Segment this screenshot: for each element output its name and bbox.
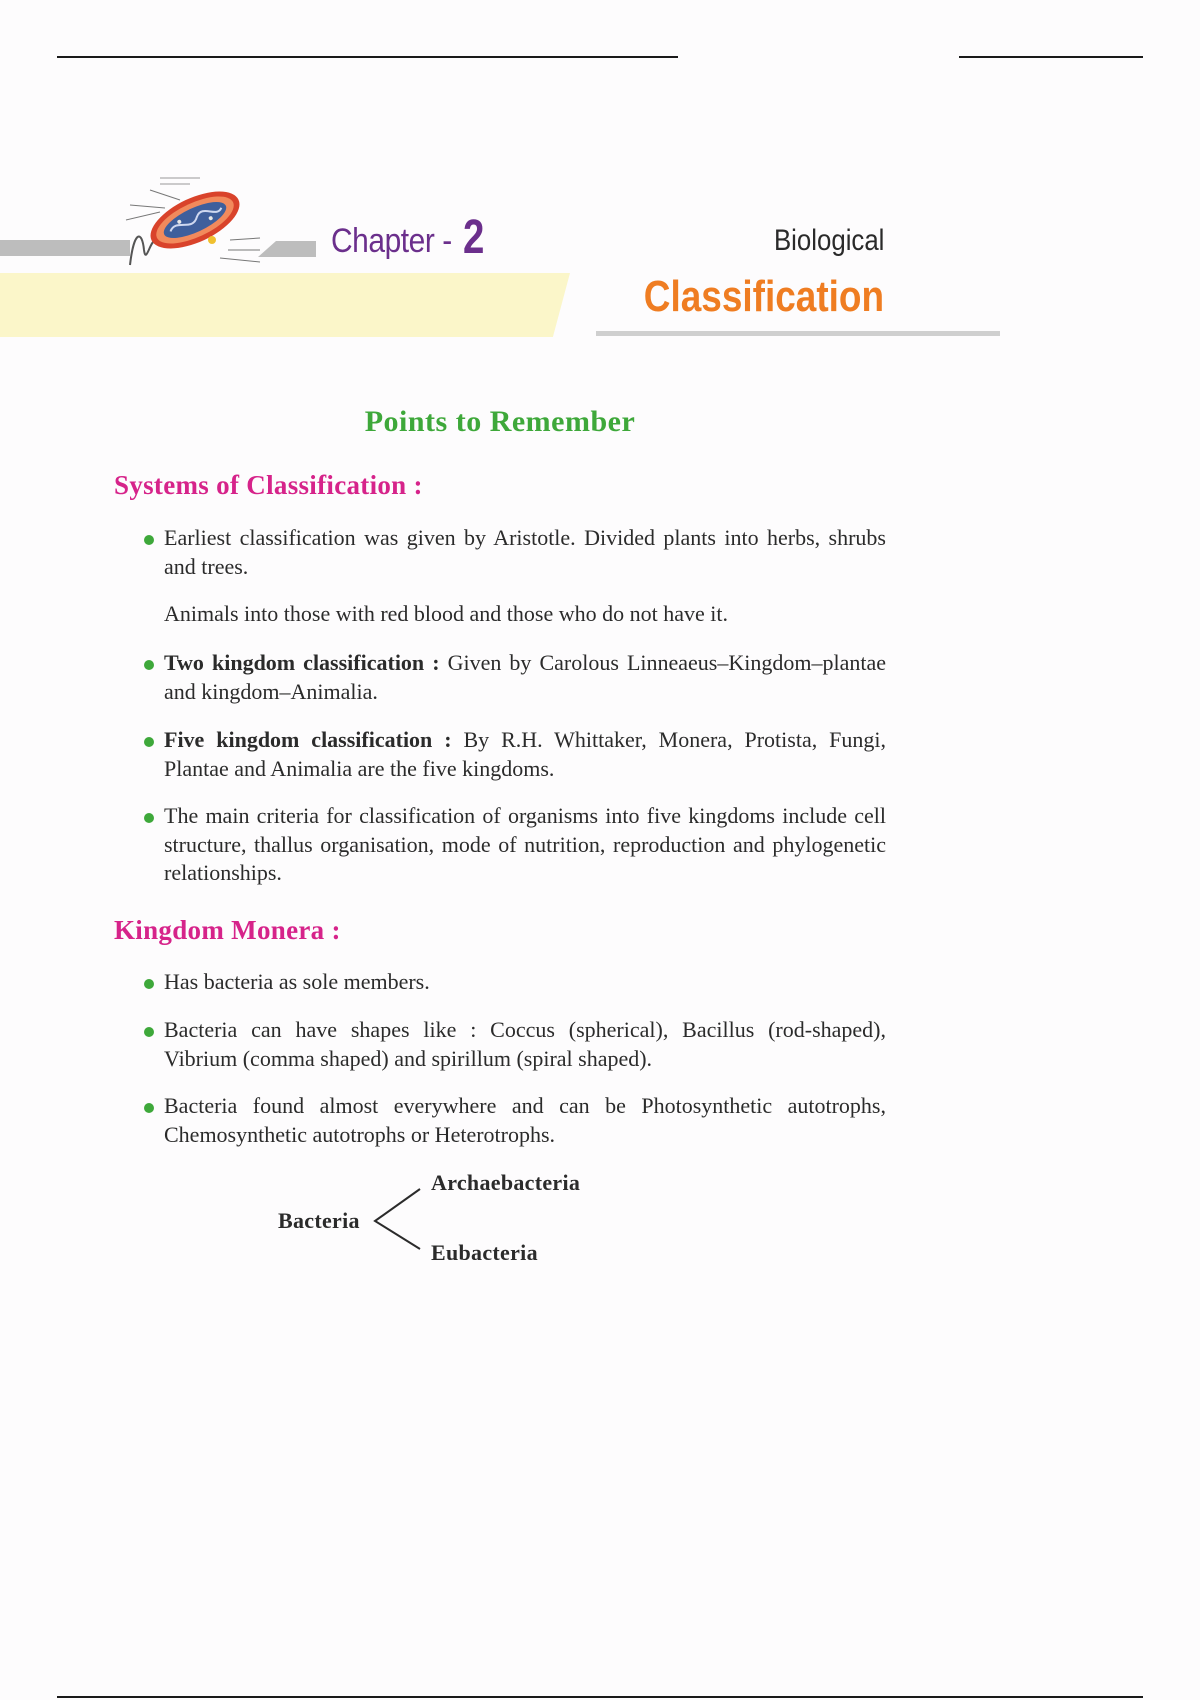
item-bold-lead: Five kingdom classification :: [164, 727, 452, 752]
list-item: [164, 649, 886, 706]
item-bold-lead: Two kingdom classification :: [164, 650, 440, 675]
list-item: [164, 524, 886, 581]
header-yellow-band: [0, 273, 570, 337]
section-heading-systems: Systems of Classification :: [114, 470, 423, 500]
chapter-label: Chapter -: [331, 222, 452, 260]
title-underline: [596, 331, 1000, 336]
section-heading-monera: Kingdom Monera :: [114, 915, 341, 945]
top-rule-left: [57, 56, 678, 58]
item-text: Bacteria can have shapes like : Coccus (spherical), Bacillus (rod-shaped), Vibrium (comma shaped) and spirillum (spiral shaped).: [164, 1017, 886, 1071]
tree-branch-eubacteria: Eubacteria: [431, 1240, 538, 1265]
item-text: Earliest classification was given by Aristotle. Divided plants into herbs, shrubs and trees.: [164, 525, 886, 579]
bacterium-icon: [120, 170, 270, 270]
item-text: Animals into those with red blood and those who do not have it.: [164, 601, 728, 626]
list-item: [164, 1016, 886, 1073]
points-heading: Points to Remember: [364, 405, 636, 438]
tree-branch-lines: [370, 1185, 430, 1255]
item-text: Bacteria found almost everywhere and can be Photosynthetic autotrophs, Chemosynthetic autotrophs or Heterotrophs.: [164, 1093, 886, 1147]
chapter-number: 2: [463, 211, 485, 264]
item-text: Has bacteria as sole members.: [164, 969, 430, 994]
tree-root-label: Bacteria: [278, 1208, 360, 1233]
list-item: [164, 968, 886, 997]
list-item: [164, 802, 886, 888]
header-gray-band: [0, 240, 130, 256]
list-item: [164, 1092, 886, 1149]
bottom-rule: [57, 1696, 1143, 1698]
tree-branch-archaebacteria: Archaebacteria: [431, 1170, 581, 1195]
list-item: [164, 726, 886, 783]
chapter-title-line1: Biological: [773, 224, 884, 257]
item-text: Given by Carolous Linneaeus–Kingdom–plantae and kingdom–Animalia.: [164, 650, 886, 704]
top-rule-right: [959, 56, 1143, 58]
item-text: By R.H. Whittaker, Monera, Protista, Fungi, Plantae and Animalia are the five kingdoms.: [164, 727, 886, 781]
item-text: The main criteria for classification of organisms into five kingdoms include cell structure, thallus organisation, mode of nutrition, reproduction and phylogenetic relationships.: [164, 803, 886, 885]
list-item-continuation: [164, 600, 886, 629]
chapter-title-line2: Classification: [643, 272, 884, 321]
